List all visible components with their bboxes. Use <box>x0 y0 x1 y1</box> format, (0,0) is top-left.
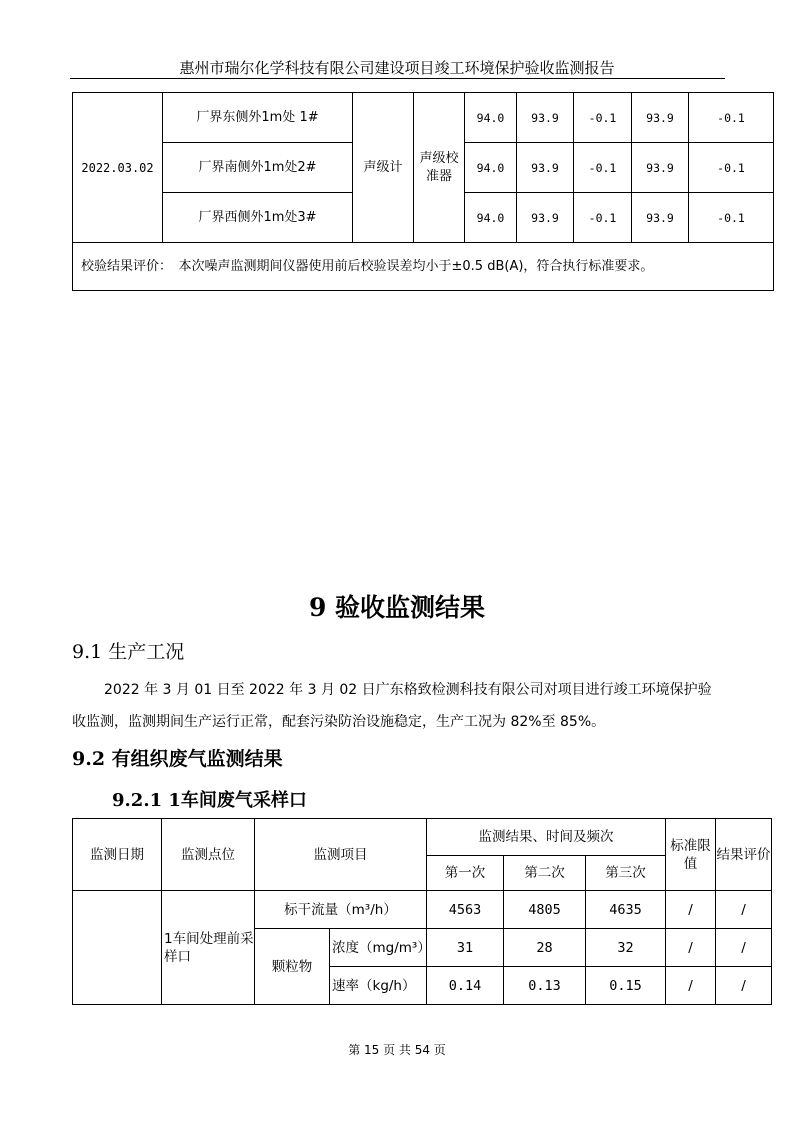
rate-label: 速率（kg/h） <box>330 967 427 1005</box>
rate-limit: / <box>666 967 716 1005</box>
rate-value: 0.13 <box>504 967 586 1005</box>
calibration-value: -0.1 <box>574 193 632 243</box>
section-9-2-heading: 9.2 有组织废气监测结果 <box>72 748 283 770</box>
page-footer: 第 15 页 共 54 页 <box>348 1043 446 1057</box>
calibration-value: 93.9 <box>632 93 689 143</box>
pollutant-name: 颗粒物 <box>255 929 330 1005</box>
page-header-title: 惠州市瑞尔化学科技有限公司建设项目竣工环境保护验收监测报告 <box>179 59 615 77</box>
conc-value: 31 <box>427 929 504 967</box>
calibration-point: 厂界南侧外1m处2# <box>163 143 353 193</box>
calibration-value: -0.1 <box>689 193 774 243</box>
header-second: 第二次 <box>504 856 586 891</box>
calibration-date: 2022.03.02 <box>73 93 163 243</box>
flow-eval: / <box>716 891 772 929</box>
calibration-value: 93.9 <box>632 193 689 243</box>
rate-value: 0.15 <box>586 967 666 1005</box>
flow-limit: / <box>666 891 716 929</box>
section-9-1-heading: 9.1 生产工况 <box>72 641 185 663</box>
calibration-value: 93.9 <box>517 93 574 143</box>
conc-value: 32 <box>586 929 666 967</box>
conc-label: 浓度（mg/m³） <box>330 929 427 967</box>
calibration-value: -0.1 <box>689 143 774 193</box>
rate-eval: / <box>716 967 772 1005</box>
calibration-calibrator: 声级校准器 <box>414 93 465 243</box>
result-point: 1车间处理前采样口 <box>162 891 255 1005</box>
flow-value: 4563 <box>427 891 504 929</box>
header-rule <box>70 78 725 79</box>
calibration-value: -0.1 <box>689 93 774 143</box>
calibration-instrument: 声级计 <box>353 93 414 243</box>
conc-value: 28 <box>504 929 586 967</box>
flow-value: 4635 <box>586 891 666 929</box>
header-limit: 标准限值 <box>666 819 716 891</box>
conc-eval: / <box>716 929 772 967</box>
calibration-table <box>72 92 774 291</box>
calibration-point: 厂界东侧外1m处 1# <box>163 93 353 143</box>
calibration-value: 94.0 <box>465 193 517 243</box>
chapter-title: 9 验收监测结果 <box>308 593 486 622</box>
calibration-note: 校验结果评价： 本次噪声监测期间仪器使用前后校验误差均小于±0.5 dB(A)，符合执行标准要求。 <box>73 243 774 291</box>
header-third: 第三次 <box>586 856 666 891</box>
header-result-group: 监测结果、时间及频次 <box>427 819 666 856</box>
header-item: 监测项目 <box>255 819 427 891</box>
section-9-1-paragraph: 2022 年 3 月 01 日至 2022 年 3 月 02 日广东格致检测科技有限公司对项目进行竣工环境保护验收监测，监测期间生产运行正常，配套污染防治设施稳定，生产工况为 82%至 85%。 <box>72 682 712 730</box>
calibration-value: 93.9 <box>517 143 574 193</box>
result-date-cell <box>73 891 162 1005</box>
section-9-2-1-heading: 9.2.1 1车间废气采样口 <box>112 790 307 811</box>
results-table <box>72 818 772 1005</box>
calibration-point: 厂界西侧外1m处3# <box>163 193 353 243</box>
calibration-value: 93.9 <box>632 143 689 193</box>
calibration-value: 94.0 <box>465 93 517 143</box>
conc-limit: / <box>666 929 716 967</box>
calibration-value: -0.1 <box>574 93 632 143</box>
calibration-value: 94.0 <box>465 143 517 193</box>
calibration-value: -0.1 <box>574 143 632 193</box>
flow-label: 标干流量（m³/h） <box>255 891 427 929</box>
header-date: 监测日期 <box>73 819 162 891</box>
header-point: 监测点位 <box>162 819 255 891</box>
rate-value: 0.14 <box>427 967 504 1005</box>
header-first: 第一次 <box>427 856 504 891</box>
header-evaluation: 结果评价 <box>716 819 772 891</box>
flow-value: 4805 <box>504 891 586 929</box>
calibration-value: 93.9 <box>517 193 574 243</box>
